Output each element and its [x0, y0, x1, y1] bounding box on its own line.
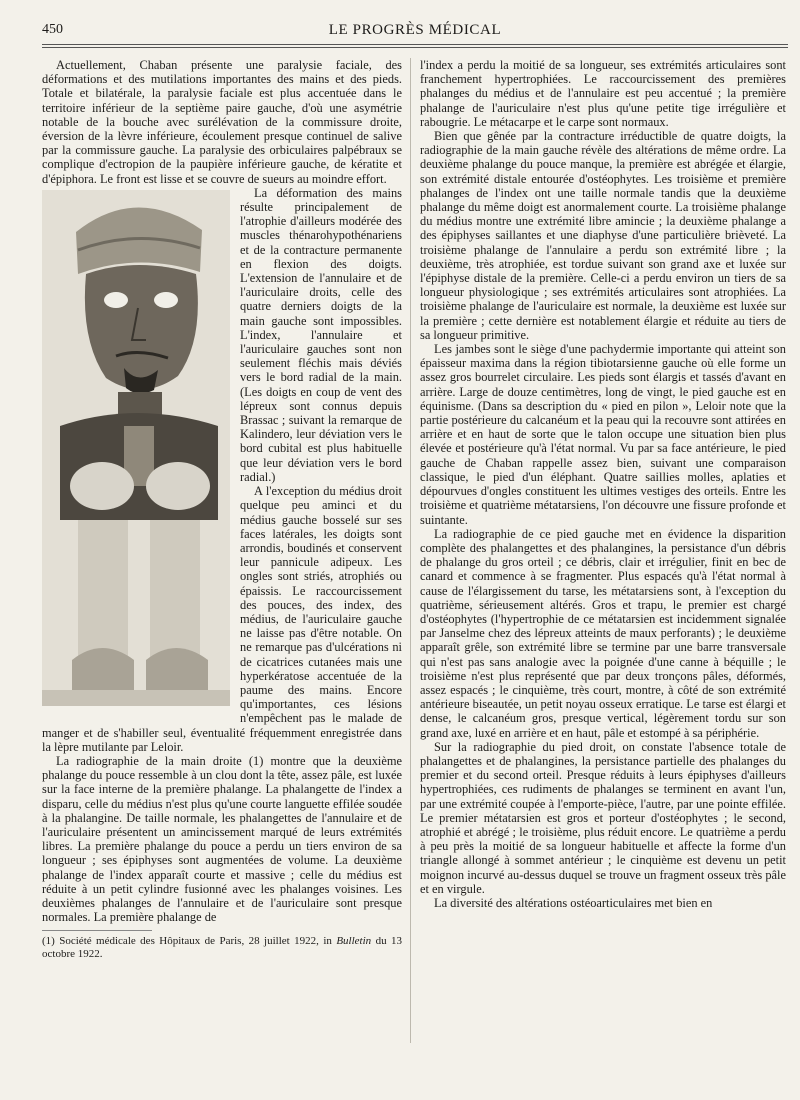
paragraph-clinical-state: Actuellement, Chaban présente une paralysie faciale, des déformations et des mutilations importantes des mains et des pieds. Totale et bilatérale, la paralysie faciale est plus accentuée dans le territoire inférieur de la septième paire gauche, d'où une asymétrie notable de la bouche avec surélévation de la commissure droite, éversion de la lèvre inférieure, écoulement presque continuel de salive par la commissure gauche. La paralysie des orbiculaires palpébraux se complique d'ectropion de la paupière inférieure gauche, de kératite et d'épiphora. Le front est lisse et se couvre de sueurs au moindre effort.: [42, 58, 402, 186]
paragraph-radiograph-left-hand: Bien que gênée par la contracture irréductible de quatre doigts, la radiographie de la main gauche révèle des altérations de même ordre. La deuxième phalange du pouce manque, la première est abrégée et élargie, son extrémité distale entourée d'ostéophytes. Les troisième et première phalanges de l'index ont une taille normale tandis que la deuxième phalange du même doigt est anormalement courte. La troisième phalange du médius montre une extrémité libre amincie ; la deuxième phalange a des épiphyses saillantes et une diaphyse d'une particulière brièveté. La troisième phalange de l'annulaire a perdu son extrémité libre ; la deuxième, très atrophiée, est tordue suivant son grand axe et luxée sur l'épiphyse distale de la première. Celle-ci a perdu environ un tiers de sa longueur physiologique ; ses extrémités articulaires sont atrophiées. La troisième phalange de l'auriculaire est normale, la deuxième est luxée sur la première ; cette dernière est notablement élargie et réduite au tiers de sa longueur primitive.: [420, 129, 786, 342]
footnote: [42, 935, 402, 960]
page-number: 450: [42, 22, 63, 37]
column-divider: [410, 58, 411, 1043]
paragraph-radiograph-right-hand: La radiographie de la main droite (1) montre que la deuxième phalange du pouce ressemble à un clou dont la tête, assez pâle, est luxée sur la face interne de la première phalange. La phalangette de l'index a disparu, celle du médius n'est plus qu'une courte languette effilée soudée à la phalangine. De taille normale, les phalangettes de l'annulaire et de l'auriculaire présentent un amincissement marqué de leurs extrémités libres. La première phalange du pouce a perdu un tiers environ de sa longueur ; ses épiphyses sont augmentées de volume. La deuxième phalange de l'index apparaît courte et massive ; celle du médius est réduite à un petit cylindre fusionné avec les phalanges voisines. Les deuxièmes phalanges de l'annulaire et de l'auriculaire sont presque normales. La première phalange de: [42, 753, 402, 925]
paragraph-hand-deformation: La déformation des mains résulte principalement de l'atrophie d'ailleurs modérée des muscles thénarohypothénariens et de la contracture permanente en flexion des doigts. L'extension de l'annulaire et de l'auriculaire droits, celle des quatre derniers doigts de la main gauche sont impossibles. L'index, l'annulaire et l'auriculaire gauches sont non seulement fléchis mais déviés vers le bord radial de la main. (Les doigts en coup de vent des lépreux sont connus depuis Brassac ; suivant la remarque de Kalindero, leur déviation vers le bord cubital est plus habituelle que leur déviation vers le bord radial.): [240, 185, 402, 484]
footnote-journal: Bulletin: [336, 935, 372, 948]
page-header: [42, 22, 788, 44]
paragraph-radiograph-right-foot: Sur la radiographie du pied droit, on constate l'absence totale de phalangettes et de phalangines, la persistance partielle des phalanges du premier et du second orteil. Presque réduits à leurs épiphyses d'ailleurs hypertrophiées, ces rudiments de phalanges se terminent en avant l'un, par une extrémité coupée à l'emporte-pièce, l'autre, par une pointe effilée. Le premier métatarsien est gros et porteur d'ostéophytes ; le second, atrophié et abrégé ; le troisième, plus réduit encore. Le quatrième a perdu à peu près la moitié de sa longueur habituelle et affecte la forme d'un triangle allongé à sommet antérieur ; le cinquième est devenu un petit moignon incurvé au-dessus duquel se trouve un fragment osseux très pâle et en virgule.: [420, 739, 786, 896]
left-column: [42, 58, 402, 961]
footnote-text: (1) Société médicale des Hôpitaux de Paris, 28 juillet 1922, in: [42, 935, 337, 948]
header-rule: [42, 44, 788, 48]
patient-photograph: [42, 190, 230, 706]
footnote-rule: [42, 930, 152, 931]
running-title: LE PROGRÈS MÉDICAL: [328, 22, 502, 38]
paragraph-radiograph-left-foot: La radiographie de ce pied gauche met en évidence la disparition complète des phalangettes et des phalangines, la persistance d'un débris de phalange du gros orteil ; ce débris, clair et irrégulier, finit en bec de canard et commence à se fragmenter. Plus espacés qu'à l'état normal à cause de l'élargissement du tarse, les métatarsiens sont, à l'exception du quatrième, sérieusement altérés. Gros et trapu, le premier est chargé d'ostéophytes (l'hypertrophie de ce métatarsien est incidemment signalée par Janselme chez des lépreux atteints de maux perforants) ; le deuxième apparaît grêle, son extrémité libre se termine par une barre transversale qui n'est pas sans analogie avec la poignée d'une canne à béquille ; le troisième n'est plus représenté que par deux tronçons pâles, déformés, assez espacés ; le cinquième, très court, montre, à côté de son extrémité antérieure biseautée, un petit noyau osseux erratique. Le tarse est élargi et dense, le calcanéum gros, presque vertical, légèrement tordu sur son grand axe, luxé en arrière et en haut, pâle et estompé à sa périphérie.: [420, 526, 786, 740]
paragraph-legs-feet: Les jambes sont le siège d'une pachydermie importante qui atteint son épaisseur maxima dans la région tibiotarsienne gauche où elle forme un assez gros bourrelet circulaire. Les pieds sont élargis et tassés d'avant en arrière. Large de douze centimètres, long de vingt, le pied gauche est en équinisme. (Dans sa description du « pied en pilon », Leloir note que la partie postérieure du calcanéum et la peau qui la recouvre sont attirées en arrière et en haut de sorte que le talon occupe une situation bien plus élevée et postérieure qu'à l'état normal. Vu par sa face antérieure, le pied gauche de Chaban rappelle assez bien, suivant une comparaison classique, le pied d'un éléphant. Quatre saillies molles, aplaties et dépourvues d'ongles constituent les ultimes vestiges des orteils. Entre les troisième et quatrième métatarsiens, l'on découvre une fissure profonde et suintante.: [420, 342, 786, 527]
footnote-date: du 13 octobre 1922.: [42, 935, 402, 960]
paragraph-fingers: A l'exception du médius droit quelque peu aminci et du médius gauche bosselé sur ses faces latérales, les doigts sont arrondis, boudinés et conservent leur pannicule adipeux. Les ongles sont striés, atrophiés ou épaissis. Le raccourcissement des pouces, des index, des médius, de l'auriculaire gauche ne laisse pas d'être notable. On ne remarque pas d'ulcérations ni de cicatrices cutanées mais une hyperkératose accentuée de la paume des mains. Encore qu'importantes, ces lésions n'empêchent pas le malade de manger et de s'habiller seul, éventualité fréquemment enregistrée dans la lèpre mutilante par Leloir.: [42, 484, 402, 754]
right-column: [420, 58, 786, 910]
paragraph-diversity: La diversité des altérations ostéoarticulaires met bien en: [434, 895, 713, 910]
paragraph-index-continuation: l'index a perdu la moitié de sa longueur, ses extrémités articulaires sont franchement hypertrophiées. Le raccourcissement des premières phalanges du médius et de l'annulaire est peu accentué ; la première phalange de l'auriculaire n'est plus qu'une petite tige irrégulière et rabougrie. Le métacarpe et le carpe sont normaux.: [420, 58, 786, 129]
patient-photograph-illustration: [42, 190, 230, 706]
